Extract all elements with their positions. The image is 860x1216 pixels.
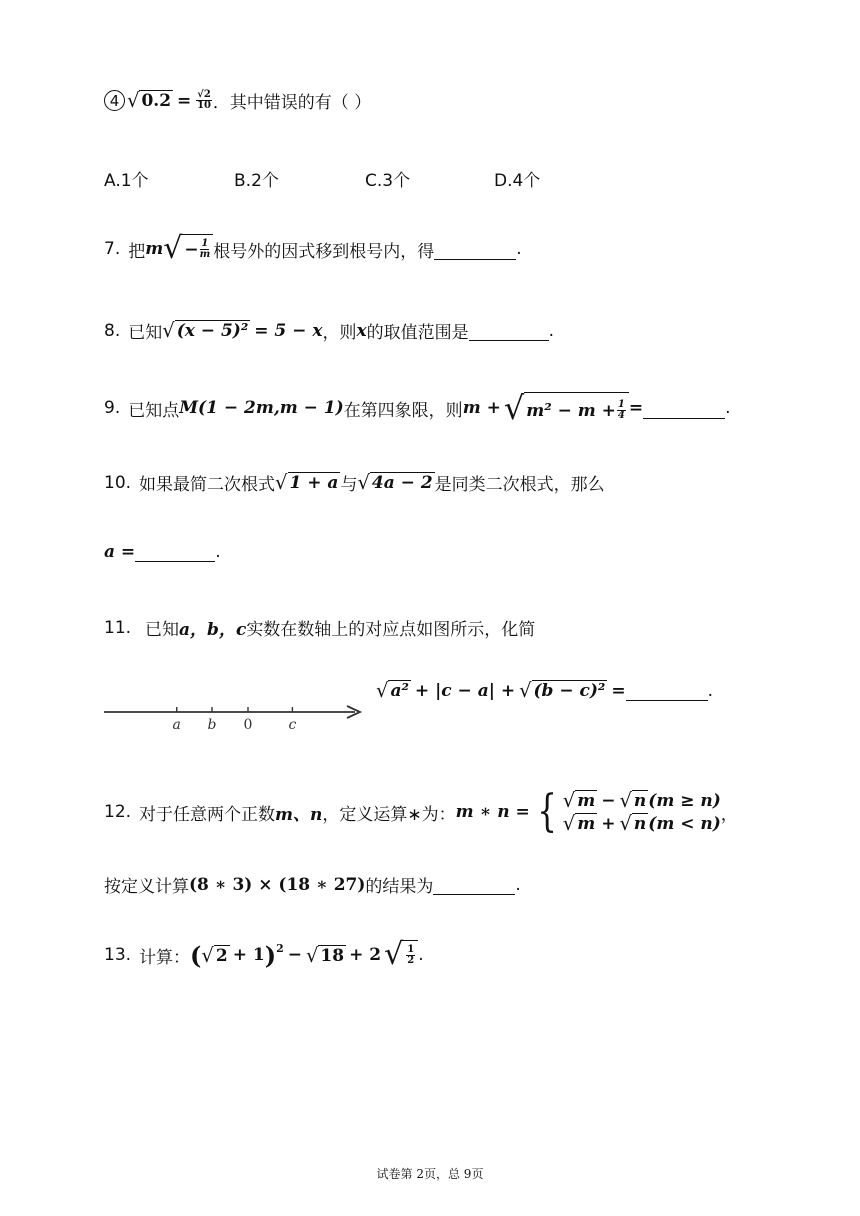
sqrt-expression: √ − $\frac{1}{m}$ xyxy=(163,234,213,264)
question-10: 10. 如果最简二次根式 √ 1 + a 与 √ 4a − 2 是同类二次根式，那么 xyxy=(104,471,605,495)
question-number: 8. xyxy=(104,320,121,341)
choice-a: A.1个 xyxy=(104,171,149,191)
sqrt-expression: √ a² xyxy=(376,679,409,703)
choice-b: B.2个 xyxy=(234,171,279,191)
piecewise-cases xyxy=(563,790,721,834)
sqrt-expression: √ m² − m + $\frac{1}{4}$ xyxy=(504,392,629,424)
case-1: √ m − √ n (m ≥ n) xyxy=(562,789,721,813)
answer-blank xyxy=(626,680,708,701)
question-6-tail: ．其中错误的有（ ） xyxy=(212,93,372,113)
question-number: 13. xyxy=(104,945,132,965)
question-7: 7. 把 m √ − $\frac{1}{m}$ 根号外的因式移到根号内，得 . xyxy=(104,231,522,266)
sqrt-expression: √ 1 + a xyxy=(275,471,339,495)
question-6-item-4: 4 √ 0.2 = $\frac{√2}{10}$ ．其中错误的有（ ） xyxy=(104,88,371,113)
answer-blank xyxy=(135,541,215,562)
question-12: 12. 对于任意两个正数 m、n ，定义运算∗为： m ∗ n = { √ m − √ n (m ≥ n) √ m + √ n (m < n) ， xyxy=(104,786,738,837)
answer-blank xyxy=(433,874,515,895)
sqrt-expression: √ 4a − 2 xyxy=(357,471,433,495)
radical-sign: √ xyxy=(619,789,632,813)
question-13: 13. 计算： ( √ 2 + 1 ) $^2$ − √ 18 + 2 √ $\frac{1}{2}$ . xyxy=(104,937,424,972)
radical-sign: √ xyxy=(305,943,319,967)
question-number: 9. xyxy=(104,398,121,418)
choice-c: C.3个 xyxy=(365,171,411,191)
radical-sign: √ xyxy=(503,389,525,427)
answer-blank xyxy=(643,398,725,419)
fraction: $\frac{1}{2}$ xyxy=(407,943,415,966)
case-2: √ m + √ n (m < n) xyxy=(562,812,721,836)
page-footer: 试卷第 2页，总 9页 xyxy=(376,1167,484,1181)
sqrt-expression: √ (x − 5)² xyxy=(162,319,249,343)
sqrt-expression: √ (b − c)² xyxy=(519,679,606,703)
fraction: $\frac{1}{m}$ xyxy=(199,237,211,260)
question-9: 9. 已知点 M(1 − 2m,m − 1) 在第四象限，则 m + √ m² − m + $\frac{1}{4}$ = . xyxy=(104,389,731,427)
radical-sign: √ xyxy=(127,89,140,113)
circled-number: 4 xyxy=(104,90,125,111)
answer-blank xyxy=(434,239,516,260)
question-11: 11. 已知 a，b，c 实数在数轴上的对应点如图所示，化简 xyxy=(104,617,536,640)
radical-sign: √ xyxy=(162,319,175,343)
radical-sign: √ xyxy=(201,943,214,967)
question-number: 7. xyxy=(104,239,121,259)
question-number: 11. xyxy=(104,617,132,638)
radical-sign: √ xyxy=(275,471,288,495)
answer-blank xyxy=(469,320,549,341)
radical-sign: √ xyxy=(519,679,532,703)
radical-sign: √ xyxy=(163,231,183,266)
fraction: $\frac{√2}{10}$ xyxy=(197,88,211,111)
fraction: $\frac{1}{4}$ xyxy=(617,398,625,421)
axis-label-c: c xyxy=(288,717,297,733)
question-10-line-2: a = . xyxy=(104,541,221,562)
radical-sign: √ xyxy=(562,789,576,813)
radical-sign: √ xyxy=(376,679,389,703)
axis-label-a: a xyxy=(172,717,181,733)
sqrt-expression xyxy=(384,937,418,972)
question-11-expression: √ a² + |c − a| + √ (b − c)² = . xyxy=(376,679,714,703)
axis-label-b: b xyxy=(207,717,217,733)
question-number: 12. xyxy=(104,802,132,822)
radical-sign: √ xyxy=(384,937,404,972)
question-8: 8. 已知 √ (x − 5)² = 5 − x ，则 x 的取值范围是 . xyxy=(104,319,555,343)
choice-d: D.4个 xyxy=(494,171,541,191)
axis-label-0: 0 xyxy=(243,717,253,733)
question-number: 10. xyxy=(104,472,132,493)
left-brace: { xyxy=(536,786,557,837)
radical-sign: √ xyxy=(619,812,632,836)
sqrt-expression: √ 0.2 xyxy=(127,89,172,113)
radical-sign: √ xyxy=(357,471,370,495)
question-12-line-2: 按定义计算 (8 ∗ 3) × (18 ∗ 27) 的结果为 . xyxy=(104,874,521,897)
number-line-diagram xyxy=(100,696,370,736)
radical-sign: √ xyxy=(562,812,576,836)
